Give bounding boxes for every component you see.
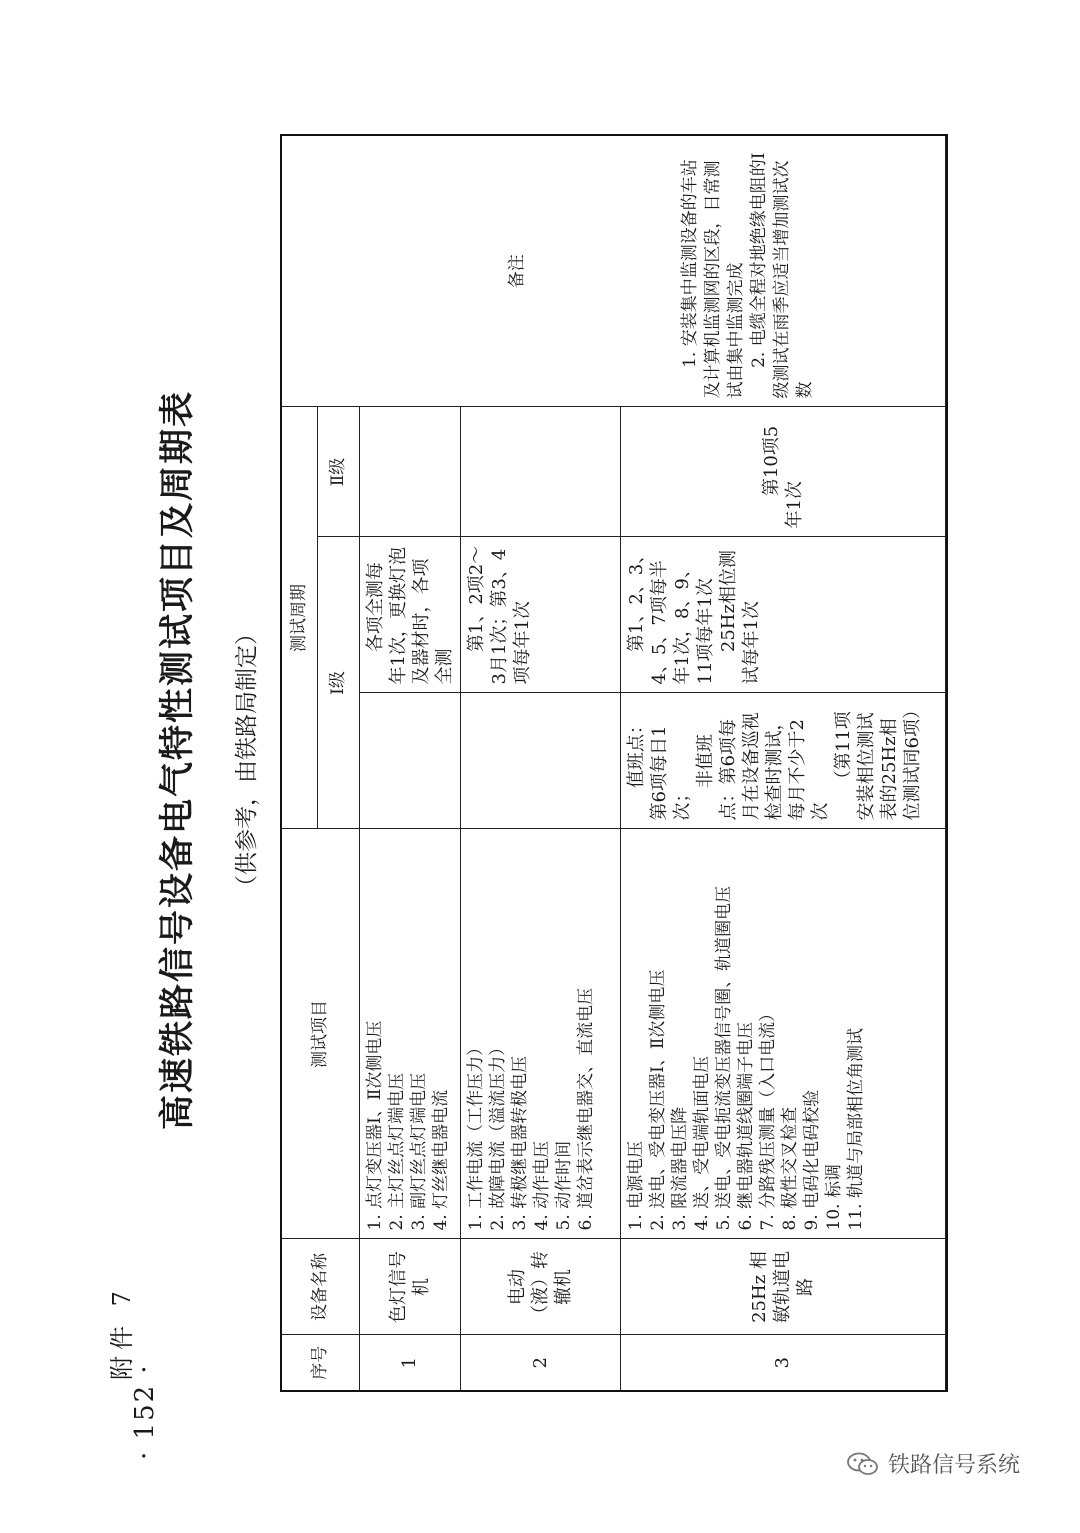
level1-cycle-cell	[359, 537, 460, 693]
header-notes	[281, 135, 946, 407]
seq-cell: 3	[620, 1335, 946, 1391]
cycle-text: 第1、2项2～3月1次；第3、4项每年1次	[465, 545, 533, 685]
watermark	[846, 1448, 1020, 1479]
note-item: 2. 电缆全程对地绝缘电阻的Ⅰ级测试在雨季应适当增加测试次数	[749, 152, 815, 399]
notes-header-label: 备注	[507, 254, 527, 289]
test-item: 5. 送电、受电扼流变压器信号圈、轨道圈电压	[713, 885, 734, 1231]
test-items-cell	[460, 829, 620, 1239]
test-item: 2. 送电、受电变压器Ⅰ、Ⅱ次侧电压	[647, 969, 668, 1231]
test-item: 11. 轨道与局部相位角测试	[845, 1028, 866, 1231]
page-number: · 152 ·	[130, 1363, 160, 1460]
test-item: 3. 副灯丝点灯端电压	[408, 1072, 429, 1231]
equipment-cell: 电动（液）转辙机	[460, 1239, 620, 1335]
equipment-cell: 25Hz 相敏轨道电路	[620, 1239, 946, 1335]
header-equipment: 设备名称	[281, 1239, 359, 1335]
header-level-2: Ⅱ级	[317, 407, 359, 537]
test-item: 6. 继电器轨道线圈端子电压	[735, 1021, 756, 1231]
test-item: 1. 点灯变压器Ⅰ、Ⅱ次侧电压	[364, 1020, 385, 1231]
test-items-cell	[359, 829, 460, 1239]
cycle-text: （第11项安装相位测试表的25Hz相位测试同6项）	[832, 701, 923, 821]
cycle-text: 第1、2、3、4、5、7项每半年1次，8、9、11项每年1次	[625, 545, 716, 685]
test-item: 2. 主灯丝点灯端电压	[386, 1072, 407, 1231]
test-item: 7. 分路残压测量（入口电流）	[757, 1004, 778, 1231]
header-test-cycle: 测试周期	[281, 407, 317, 829]
test-item: 3. 转极继电器转极电压	[509, 1055, 530, 1231]
rotated-page-content	[100, 70, 923, 1470]
test-item: 9. 电码化电码校验	[801, 1089, 822, 1231]
notes-row	[946, 135, 948, 1391]
header-seq: 序号	[281, 1335, 359, 1391]
test-cycle-table	[280, 134, 948, 1392]
cycle-text: 各项全测每年1次，更换灯泡及器材时，各项全测	[364, 547, 455, 685]
spacer-cell	[946, 407, 948, 1391]
level2-cycle-cell	[359, 407, 460, 537]
cycle-text: 25Hz相位测试每年1次	[717, 550, 762, 685]
level1-cycle-cell	[460, 537, 620, 693]
note-item: 1. 安装集中监测设备的车站及计算机监测网的区段，日常测试由集中监测完成	[680, 159, 746, 399]
test-items-cell	[620, 829, 946, 1239]
test-item: 2. 故障电流（溢流压力）	[487, 1038, 508, 1231]
level1-daily-cell	[359, 693, 460, 829]
page-title: 高速铁路信号设备电气特性测试项目及周期表	[158, 389, 198, 1130]
level1-cycle-cell	[620, 537, 946, 693]
level1-daily-cell	[620, 693, 946, 829]
header-level-1: Ⅰ级	[317, 537, 359, 829]
page-subtitle: （供参考，由铁路局制定）	[234, 622, 260, 898]
level1-daily-cell	[460, 693, 620, 829]
test-item: 6. 道岔表示继电器交、直流电压	[575, 987, 596, 1231]
test-item: 10. 标调	[823, 1164, 844, 1231]
seq-cell: 1	[359, 1335, 460, 1391]
watermark-text: 铁路信号系统	[888, 1453, 1021, 1478]
test-item: 4. 动作电压	[531, 1140, 552, 1231]
test-item: 8. 极性交叉检查	[779, 1106, 800, 1231]
level2-cycle-cell	[460, 407, 620, 537]
test-item: 3. 限流器电压降	[669, 1106, 690, 1231]
header-test-items: 测试项目	[281, 829, 359, 1239]
attachment-label: 附件 7	[108, 1285, 136, 1380]
test-item: 1. 电源电压	[625, 1140, 646, 1231]
test-item: 4. 送、受电端轨面电压	[691, 1055, 712, 1231]
seq-cell: 2	[460, 1335, 620, 1391]
test-item: 1. 工作电流（工作压力）	[465, 1038, 486, 1231]
level2-cycle-cell: 第10项5年1次	[620, 407, 946, 537]
cycle-text: 值班点：第6项每日1次；	[625, 716, 693, 821]
cycle-text: 非值班点：第6项每月在设备巡视检查时测试，每月不少于2次	[694, 712, 831, 821]
wechat-icon	[846, 1452, 880, 1476]
test-item: 4. 灯丝继电器电流	[430, 1089, 451, 1231]
test-item: 5. 动作时间	[553, 1140, 574, 1231]
equipment-cell: 色灯信号机	[359, 1239, 460, 1335]
